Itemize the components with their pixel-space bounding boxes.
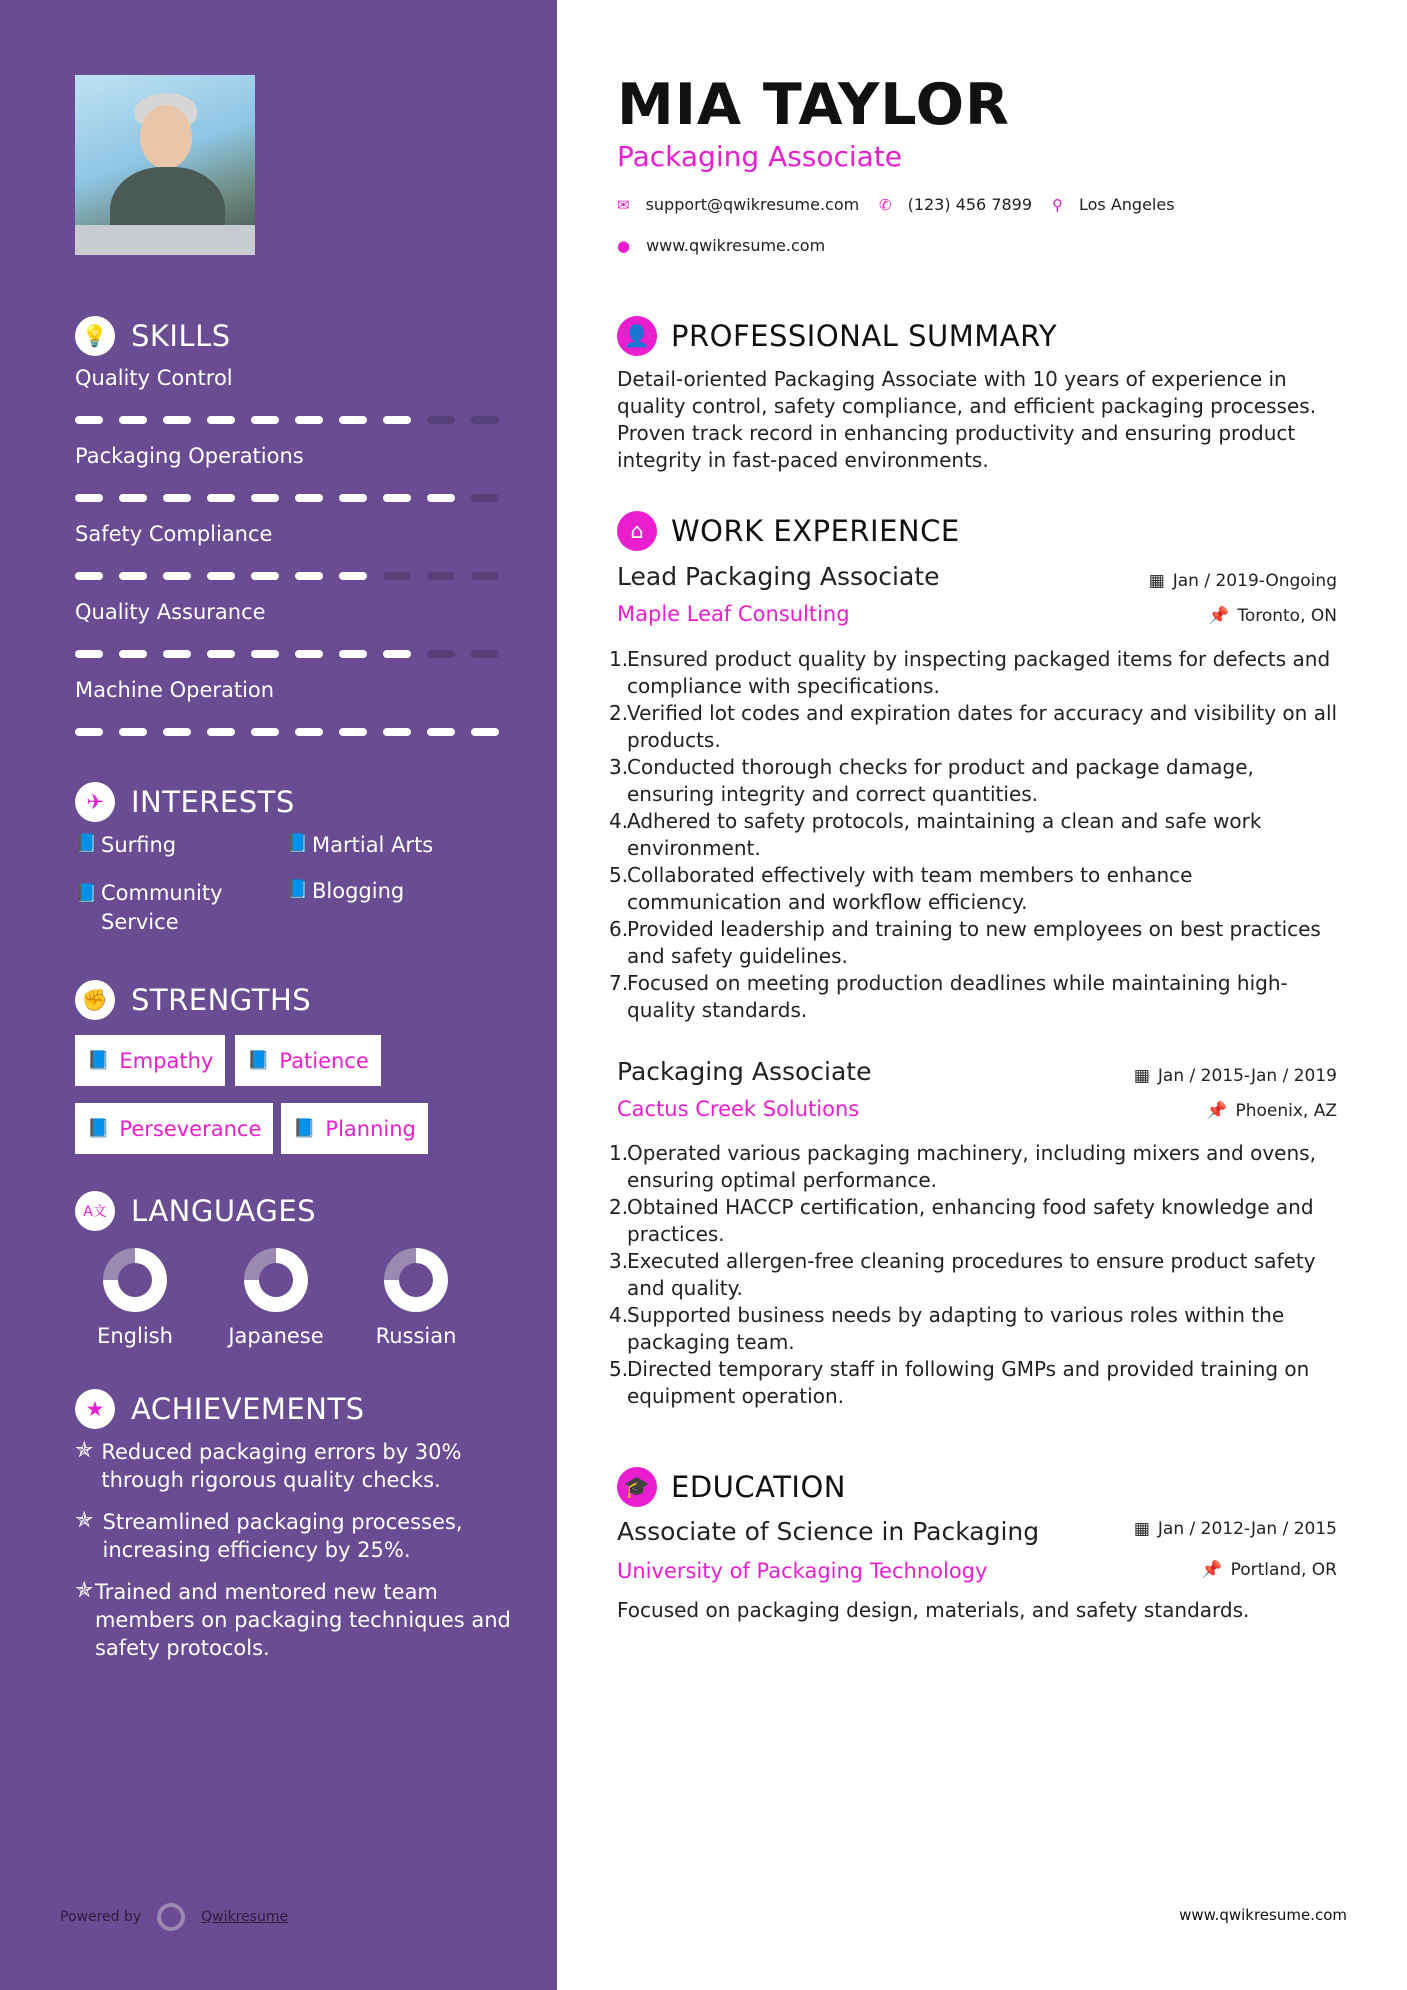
graduation-cap-icon: 🎓 [617, 1467, 657, 1507]
skill-dot [427, 494, 455, 502]
skill-dot [75, 728, 103, 736]
skill-dot [163, 728, 191, 736]
skill-level [75, 416, 499, 424]
skill-dot [295, 650, 323, 658]
education-description: Focused on packaging design, materials, and safety standards. [617, 1598, 1250, 1622]
shooting-star-icon: ✯ [75, 1508, 94, 1533]
list-item: 4. Adhered to safety protocols, maintaining a clean and safe work environment. [609, 809, 1262, 860]
skill-dot [383, 572, 411, 580]
pin-icon: 📌 [1206, 1101, 1228, 1121]
contact-phone: ✆ (123) 456 7899 [879, 195, 1033, 214]
school-name: University of Packaging Technology [617, 1559, 988, 1583]
globe-icon: ● [617, 236, 631, 255]
education-heading: 🎓 EDUCATION [617, 1467, 846, 1507]
skill-dot [383, 494, 411, 502]
interests-heading: ✈ INTERESTS [75, 782, 295, 822]
language-level-ring [244, 1248, 308, 1312]
skill-dot [295, 728, 323, 736]
summary-heading: 👤 PROFESSIONAL SUMMARY [617, 316, 1057, 356]
star-icon: ★ [75, 1389, 115, 1429]
qwikresume-link[interactable]: Qwikresume [201, 1909, 289, 1925]
job-company: Maple Leaf Consulting [617, 602, 850, 626]
language-level-ring [103, 1248, 167, 1312]
skill-level [75, 572, 499, 580]
skill-level [75, 494, 499, 502]
job-dates: ▦ Jan / 2015-Jan / 2019 [1133, 1066, 1337, 1086]
skills-heading: 💡 SKILLS [75, 316, 231, 356]
list-item: 6. Provided leadership and training to new employees on best practices and safety guidelines. [609, 917, 1321, 968]
achievements-heading: ★ ACHIEVEMENTS [75, 1389, 365, 1429]
summary-text: Detail-oriented Packaging Associate with 10 years of experience in quality control, safety compliance, and efficient packaging processes. Proven track record in enhancing productivity and ensuring product integrity in fast-paced environments. [617, 367, 1317, 472]
book-icon: 📘 [286, 879, 309, 900]
translate-icon: A文 [75, 1191, 115, 1231]
book-icon: 📘 [87, 1050, 110, 1071]
skill-dot [75, 416, 103, 424]
skill-dot [75, 650, 103, 658]
book-icon: 📘 [87, 1118, 110, 1139]
skill-dot [339, 728, 367, 736]
list-item: 5. Collaborated effectively with team members to enhance communication and workflow efficiency. [609, 863, 1193, 914]
envelope-icon: ✉ [617, 195, 630, 214]
interest-item: 📘 Martial Arts [286, 833, 434, 857]
strength-badge: 📘 Planning [281, 1103, 428, 1154]
job-company: Cactus Creek Solutions [617, 1097, 860, 1121]
book-icon: 📘 [75, 883, 98, 904]
skill-dot [471, 728, 499, 736]
skill-dot [339, 416, 367, 424]
skill-dot [339, 494, 367, 502]
job-title: Lead Packaging Associate [617, 562, 940, 591]
calendar-icon: ▦ [1133, 1066, 1150, 1086]
list-item: 2. Verified lot codes and expiration dates for accuracy and visibility on all products. [609, 701, 1338, 752]
skill-dot [295, 494, 323, 502]
skill-dot [251, 728, 279, 736]
skill-dot [471, 650, 499, 658]
skill-dot [471, 416, 499, 424]
book-icon: 📘 [286, 833, 309, 854]
skill-dot [119, 650, 147, 658]
contact-email: ✉ support@qwikresume.com [617, 195, 860, 214]
job-dates: ▦ Jan / 2019-Ongoing [1148, 571, 1337, 591]
languages-heading: A文 LANGUAGES [75, 1191, 316, 1231]
skill-dot [251, 416, 279, 424]
skill-dot [207, 572, 235, 580]
pin-icon: 📌 [1208, 606, 1230, 626]
strength-badge: 📘 Patience [235, 1035, 381, 1086]
skill-item: Quality Assurance [75, 600, 500, 624]
book-icon: 📘 [75, 833, 98, 854]
skill-dot [383, 650, 411, 658]
skill-dot [383, 416, 411, 424]
candidate-role: Packaging Associate [617, 140, 903, 173]
skill-dot [163, 416, 191, 424]
achievement-item: ✯ Streamlined packaging processes, increasing efficiency by 25%. [75, 1508, 463, 1562]
skill-dot [207, 650, 235, 658]
fist-icon: ✊ [75, 980, 115, 1020]
powered-by: Powered by Qwikresume [60, 1903, 288, 1931]
skill-dot [119, 728, 147, 736]
lightbulb-icon: 💡 [75, 316, 115, 356]
language-level-ring [384, 1248, 448, 1312]
list-item: 3. Conducted thorough checks for product and package damage, ensuring integrity and correct quantities. [609, 755, 1254, 806]
list-item: 1. Operated various packaging machinery, including mixers and ovens, ensuring optimal performance. [609, 1141, 1316, 1192]
skill-dot [427, 416, 455, 424]
skill-dot [163, 650, 191, 658]
skill-dot [427, 572, 455, 580]
skill-dot [295, 572, 323, 580]
education-location: 📌 Portland, OR [1201, 1560, 1337, 1580]
skill-dot [339, 650, 367, 658]
skill-dot [251, 650, 279, 658]
book-icon: 📘 [247, 1050, 270, 1071]
skill-dot [163, 494, 191, 502]
job-location: 📌 Toronto, ON [1208, 606, 1337, 626]
job-duties [609, 646, 1339, 1024]
book-icon: 📘 [293, 1118, 316, 1139]
paper-plane-icon: ✈ [75, 782, 115, 822]
skill-dot [295, 416, 323, 424]
skill-dot [427, 728, 455, 736]
user-icon: 👤 [617, 316, 657, 356]
shooting-star-icon: ✯ [75, 1578, 94, 1603]
footer-website[interactable]: www.qwikresume.com [1179, 1906, 1347, 1924]
job-location: 📌 Phoenix, AZ [1206, 1101, 1337, 1121]
list-item: 7. Focused on meeting production deadlines while maintaining high-quality standards. [609, 971, 1288, 1022]
skill-dot [75, 572, 103, 580]
skill-level [75, 728, 499, 736]
list-item: 2. Obtained HACCP certification, enhancing food safety knowledge and practices. [609, 1195, 1314, 1246]
job-duties [609, 1140, 1339, 1410]
calendar-icon: ▦ [1148, 571, 1165, 591]
phone-icon: ✆ [879, 195, 892, 214]
list-item: 3. Executed allergen-free cleaning procedures to ensure product safety and quality. [609, 1249, 1316, 1300]
interest-item: 📘 Community Service [75, 879, 255, 937]
degree-title: Associate of Science in Packaging [617, 1517, 1040, 1546]
sidebar [0, 0, 557, 1990]
strength-badge: 📘 Perseverance [75, 1103, 273, 1154]
skill-dot [339, 572, 367, 580]
skill-dot [471, 572, 499, 580]
list-item: 5. Directed temporary staff in following GMPs and provided training on equipment operation. [609, 1357, 1310, 1408]
calendar-icon: ▦ [1133, 1519, 1150, 1539]
education-dates: ▦ Jan / 2012-Jan / 2015 [1133, 1519, 1337, 1539]
skill-dot [207, 728, 235, 736]
strength-badge: 📘 Empathy [75, 1035, 225, 1086]
strengths-heading: ✊ STRENGTHS [75, 980, 311, 1020]
candidate-name: MIA TAYLOR [617, 72, 1010, 138]
list-item: 4. Supported business needs by adapting to various roles within the packaging team. [609, 1303, 1285, 1354]
chair-icon: ⌂ [617, 511, 657, 551]
skill-level [75, 650, 499, 658]
list-item: 1. Ensured product quality by inspecting packaged items for defects and compliance with specifications. [609, 647, 1331, 698]
achievement-item: ✯ Reduced packaging errors by 30% through rigorous quality checks. [75, 1438, 462, 1492]
skill-item: Quality Control [75, 366, 500, 390]
qwikresume-logo-icon [157, 1903, 185, 1931]
achievement-item: ✯ Trained and mentored new team members on packaging techniques and safety protocols. [75, 1578, 511, 1660]
skill-dot [163, 572, 191, 580]
skill-dot [251, 494, 279, 502]
job-title: Packaging Associate [617, 1057, 872, 1086]
interest-item: 📘 Blogging [286, 879, 405, 903]
contact-location: ⚲ Los Angeles [1052, 195, 1175, 214]
profile-photo [75, 75, 255, 255]
skill-dot [251, 572, 279, 580]
skill-dot [75, 494, 103, 502]
skill-dot [119, 416, 147, 424]
skill-dot [383, 728, 411, 736]
language-item: English [65, 1248, 205, 1348]
work-heading: ⌂ WORK EXPERIENCE [617, 511, 960, 551]
contact-website: ● www.qwikresume.com [617, 236, 826, 255]
skill-dot [119, 572, 147, 580]
skill-dot [207, 494, 235, 502]
map-pin-icon: ⚲ [1052, 195, 1063, 214]
language-item: Russian [346, 1248, 486, 1348]
skill-item: Machine Operation [75, 678, 500, 702]
skill-dot [471, 494, 499, 502]
interest-item: 📘 Surfing [75, 833, 177, 857]
shooting-star-icon: ✯ [75, 1438, 94, 1463]
skill-dot [427, 650, 455, 658]
skill-dot [119, 494, 147, 502]
skill-item: Safety Compliance [75, 522, 500, 546]
skill-item: Packaging Operations [75, 444, 500, 468]
skill-dot [207, 416, 235, 424]
language-item: Japanese [206, 1248, 346, 1348]
pin-icon: 📌 [1201, 1560, 1223, 1580]
